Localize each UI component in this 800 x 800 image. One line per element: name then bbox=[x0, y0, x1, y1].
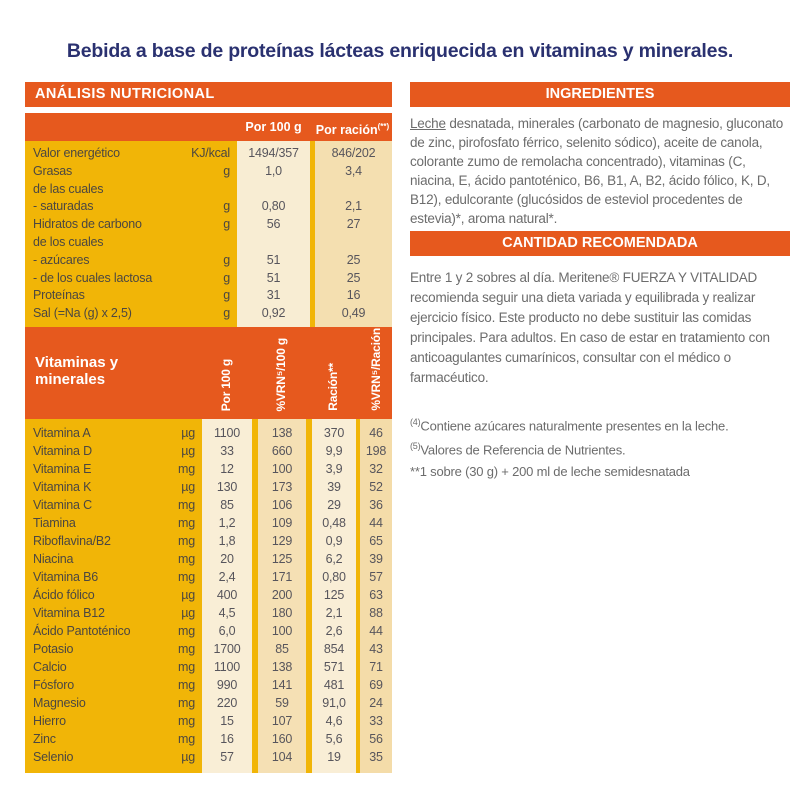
vitamin-row bbox=[25, 532, 392, 550]
nutrient-label: de las cuales bbox=[33, 181, 104, 196]
value-vrn-per-serving: 44 bbox=[369, 515, 383, 530]
value-vrn-per-serving: 32 bbox=[369, 461, 383, 476]
nutrient-unit: g bbox=[223, 288, 230, 303]
vitamin-row bbox=[25, 604, 392, 622]
value-vrn-per-serving: 36 bbox=[369, 497, 383, 512]
value-per-serving: 125 bbox=[323, 587, 345, 602]
vitamin-unit: mg bbox=[178, 497, 195, 512]
value-per-serving: 481 bbox=[323, 677, 345, 692]
value-per-100g: 33 bbox=[220, 443, 234, 458]
vitamin-label: Ácido Pantoténico bbox=[33, 623, 131, 638]
value-vrn-per-serving: 69 bbox=[369, 677, 383, 692]
value-per-serving: 571 bbox=[323, 659, 345, 674]
section-header-analisis-nutricional bbox=[25, 82, 392, 107]
vitamin-unit: mg bbox=[178, 569, 195, 584]
vitamins-minerals-title bbox=[35, 354, 118, 388]
recommended-amount-paragraph: Entre 1 y 2 sobres al día. Meritene® FUERZA Y VITALIDAD recomienda seguir una dieta variada y equilibrada y realizar ejercicio físico. Este producto no debe sustituir las comidas principales. Para adultos. En caso de estar en tratamiento con anticoagulantes cumarínicos, consultar con el médico o farmacéutico. bbox=[410, 270, 770, 385]
vitamin-unit: mg bbox=[178, 659, 195, 674]
vitamin-label: Magnesio bbox=[33, 695, 86, 710]
value-vrn-per-100g: 138 bbox=[271, 659, 293, 674]
nutrition-row bbox=[25, 216, 392, 234]
value-per-serving: 16 bbox=[346, 288, 361, 303]
value-vrn-per-100g: 160 bbox=[271, 731, 293, 746]
col-header-por-100g: Por 100 g bbox=[245, 120, 302, 134]
footnote-serving-text: **1 sobre (30 g) + 200 ml de leche semidesnatada bbox=[410, 463, 690, 479]
value-per-serving: 0,49 bbox=[341, 306, 366, 321]
value-per-100g: 12 bbox=[220, 461, 234, 476]
vitamin-label: Hierro bbox=[33, 713, 66, 728]
value-per-100g: 2,4 bbox=[218, 569, 236, 584]
nutrition-table-body bbox=[25, 141, 392, 327]
vitamin-label: Vitamina K bbox=[33, 479, 92, 494]
vitamin-row bbox=[25, 676, 392, 694]
value-vrn-per-100g: 59 bbox=[275, 695, 289, 710]
value-vrn-per-serving: 65 bbox=[369, 533, 383, 548]
value-per-100g: 0,80 bbox=[261, 199, 286, 214]
vitamin-row bbox=[25, 694, 392, 712]
value-per-serving: 2,6 bbox=[325, 623, 343, 638]
footnote-4-text: Contiene azúcares naturalmente presentes en la leche. bbox=[420, 418, 729, 434]
value-per-100g: 15 bbox=[220, 713, 234, 728]
vitamins-col-header-vrn-racion: %VRN⁵/Ración bbox=[369, 328, 383, 411]
nutrient-unit: g bbox=[223, 217, 230, 232]
value-per-serving: 2,1 bbox=[325, 605, 343, 620]
value-per-serving: 19 bbox=[327, 749, 341, 764]
section-header-analisis-label: ANÁLISIS NUTRICIONAL bbox=[35, 86, 215, 102]
footnotes bbox=[410, 412, 790, 482]
value-vrn-per-serving: 33 bbox=[369, 713, 383, 728]
value-vrn-per-serving: 39 bbox=[369, 551, 383, 566]
col-header-por-racion-label: Por ración bbox=[315, 123, 378, 138]
value-vrn-per-100g: 129 bbox=[271, 533, 293, 548]
vitamin-unit: mg bbox=[178, 713, 195, 728]
nutrition-row bbox=[25, 163, 392, 181]
value-per-serving: 29 bbox=[327, 497, 341, 512]
vitamins-table-body bbox=[25, 419, 392, 773]
value-per-serving: 0,80 bbox=[322, 569, 346, 584]
value-vrn-per-serving: 52 bbox=[369, 479, 383, 494]
vitamin-unit: µg bbox=[181, 425, 195, 440]
nutrition-row bbox=[25, 252, 392, 270]
nutrient-unit: g bbox=[223, 270, 230, 285]
nutrient-unit: g bbox=[223, 163, 230, 178]
nutrient-unit: g bbox=[223, 199, 230, 214]
value-per-100g: 1100 bbox=[213, 425, 241, 440]
value-per-100g: 51 bbox=[266, 270, 281, 285]
vitamin-label: Vitamina A bbox=[33, 425, 91, 440]
value-vrn-per-100g: 109 bbox=[271, 515, 293, 530]
value-vrn-per-serving: 63 bbox=[369, 587, 383, 602]
vitamins-col-header-por-100g: Por 100 g bbox=[219, 358, 233, 411]
value-vrn-per-serving: 71 bbox=[369, 659, 383, 674]
value-vrn-per-100g: 200 bbox=[271, 587, 293, 602]
value-vrn-per-100g: 100 bbox=[271, 461, 293, 476]
value-vrn-per-100g: 85 bbox=[275, 641, 289, 656]
vitamin-label: Fósforo bbox=[33, 677, 74, 692]
value-per-100g: 220 bbox=[216, 695, 238, 710]
vitamin-label: Potasio bbox=[33, 641, 74, 656]
value-vrn-per-serving: 56 bbox=[369, 731, 383, 746]
vitamins-col-header-racion: Ración** bbox=[326, 363, 340, 411]
footnote-5-marker: (5) bbox=[410, 441, 421, 452]
value-vrn-per-100g: 660 bbox=[271, 443, 293, 458]
vitamin-unit: µg bbox=[181, 443, 195, 458]
vitamin-row bbox=[25, 442, 392, 460]
nutrient-label: - de los cuales lactosa bbox=[33, 270, 153, 285]
value-vrn-per-100g: 125 bbox=[271, 551, 293, 566]
vitamins-title-line1: Vitaminas y bbox=[35, 353, 119, 371]
value-per-100g: 20 bbox=[220, 551, 234, 566]
footnote-serving bbox=[410, 461, 790, 482]
ingredients-paragraph bbox=[410, 114, 790, 228]
value-per-100g: 0,92 bbox=[261, 306, 286, 321]
value-per-100g: 85 bbox=[220, 497, 234, 512]
value-per-100g: 1,2 bbox=[218, 515, 236, 530]
vitamin-unit: mg bbox=[178, 551, 195, 566]
value-vrn-per-100g: 171 bbox=[271, 569, 293, 584]
vitamins-minerals-header bbox=[25, 327, 392, 419]
vitamin-label: Ácido fólico bbox=[33, 587, 95, 602]
value-per-100g: 1,8 bbox=[218, 533, 236, 548]
vitamin-row bbox=[25, 640, 392, 658]
value-per-serving: 0,9 bbox=[325, 533, 343, 548]
value-per-100g: 51 bbox=[266, 252, 281, 267]
value-per-100g: 1,0 bbox=[265, 163, 282, 178]
vitamin-row bbox=[25, 622, 392, 640]
nutrient-unit: KJ/kcal bbox=[191, 146, 230, 160]
vitamin-label: Vitamina B6 bbox=[33, 569, 98, 584]
value-per-100g: 1100 bbox=[213, 659, 241, 674]
vitamin-unit: mg bbox=[178, 515, 195, 530]
value-per-serving: 3,9 bbox=[325, 461, 343, 476]
value-per-100g: 56 bbox=[266, 217, 281, 232]
value-per-serving: 39 bbox=[327, 479, 341, 494]
vitamin-row bbox=[25, 568, 392, 586]
value-per-serving: 3,4 bbox=[345, 163, 362, 178]
value-per-serving: 9,9 bbox=[325, 443, 343, 458]
col-header-por-racion-footmark: (**) bbox=[377, 122, 390, 131]
value-per-serving: 25 bbox=[346, 270, 361, 285]
vitamin-unit: mg bbox=[178, 533, 195, 548]
nutrition-row bbox=[25, 234, 392, 252]
nutrition-row bbox=[25, 287, 392, 305]
section-header-cantidad-recomendada bbox=[410, 231, 790, 256]
section-header-ingredientes bbox=[410, 82, 790, 107]
vitamin-label: Vitamina D bbox=[33, 443, 92, 458]
vitamin-label: Tiamina bbox=[33, 515, 76, 530]
value-per-serving: 27 bbox=[346, 217, 361, 232]
value-per-100g: 130 bbox=[216, 479, 238, 494]
value-per-100g: 1494/357 bbox=[248, 146, 299, 160]
value-vrn-per-serving: 46 bbox=[369, 425, 383, 440]
value-per-100g: 1700 bbox=[213, 641, 241, 656]
value-vrn-per-serving: 88 bbox=[369, 605, 383, 620]
vitamin-label: Vitamina E bbox=[33, 461, 92, 476]
value-vrn-per-100g: 141 bbox=[271, 677, 293, 692]
value-vrn-per-serving: 24 bbox=[369, 695, 383, 710]
footnote-5 bbox=[410, 436, 790, 460]
vitamin-unit: mg bbox=[178, 731, 195, 746]
value-per-serving: 370 bbox=[323, 425, 345, 440]
vitamin-row bbox=[25, 496, 392, 514]
vitamin-unit: µg bbox=[181, 605, 195, 620]
vitamin-label: Vitamina B12 bbox=[33, 605, 105, 620]
info-panel bbox=[410, 82, 790, 482]
value-vrn-per-100g: 106 bbox=[271, 497, 293, 512]
value-per-serving: 4,6 bbox=[325, 713, 343, 728]
value-per-serving: 25 bbox=[346, 252, 361, 267]
vitamin-row bbox=[25, 658, 392, 676]
vitamin-label: Zinc bbox=[33, 731, 56, 746]
vitamin-unit: µg bbox=[181, 587, 195, 602]
value-per-100g: 400 bbox=[216, 587, 238, 602]
value-vrn-per-serving: 43 bbox=[369, 641, 383, 656]
nutritional-analysis-panel bbox=[25, 82, 392, 773]
value-per-serving: 91,0 bbox=[322, 695, 346, 710]
vitamin-unit: mg bbox=[178, 641, 195, 656]
page-title: Bebida a base de proteínas lácteas enriquecida en vitaminas y minerales. bbox=[66, 40, 734, 62]
value-per-100g: 4,5 bbox=[218, 605, 236, 620]
value-vrn-per-serving: 57 bbox=[369, 569, 383, 584]
vitamin-row bbox=[25, 748, 392, 766]
nutrient-unit: g bbox=[223, 306, 230, 321]
nutrient-label: de los cuales bbox=[33, 234, 104, 249]
vitamin-label: Selenio bbox=[33, 749, 74, 764]
vitamin-label: Riboflavina/B2 bbox=[33, 533, 111, 548]
vitamin-label: Vitamina C bbox=[33, 497, 92, 512]
value-per-100g: 31 bbox=[266, 288, 281, 303]
nutrient-label: - azúcares bbox=[33, 252, 90, 267]
vitamin-unit: mg bbox=[178, 461, 195, 476]
nutrition-row bbox=[25, 145, 392, 163]
footnote-4-marker: (4) bbox=[410, 417, 421, 427]
value-vrn-per-100g: 100 bbox=[271, 623, 293, 638]
nutrient-label: Sal (=Na (g) x 2,5) bbox=[33, 306, 132, 321]
vitamin-unit: µg bbox=[181, 749, 195, 764]
nutrient-label: Valor energético bbox=[33, 146, 120, 160]
vitamins-title-line2: minerales bbox=[35, 370, 106, 388]
value-per-100g: 990 bbox=[216, 677, 238, 692]
value-per-serving: 2,1 bbox=[345, 199, 362, 214]
nutrient-label: Hidratos de carbono bbox=[33, 217, 142, 232]
vitamin-row bbox=[25, 550, 392, 568]
ingredients-text: desnatada, minerales (carbonato de magnesio, gluconato de zinc, pirofosfato férrico, selenito sódico), aceite de canola, colorante zumo de remolacha concentrado), vitaminas (C, niacina, E, ácido pantoténico, B6, B1, A, B2, ácido fólico, K, D, B12), edulcorante (glucósidos de esteviol procedentes de estevia)*, aroma natural*. bbox=[410, 116, 784, 226]
value-per-serving: 6,2 bbox=[325, 551, 343, 566]
nutrient-label: Proteínas bbox=[33, 288, 85, 303]
nutrition-row bbox=[25, 198, 392, 216]
value-per-100g: 16 bbox=[220, 731, 234, 746]
ingredients-lead-word: Leche bbox=[410, 116, 446, 131]
value-vrn-per-serving: 44 bbox=[369, 623, 383, 638]
vitamin-row bbox=[25, 586, 392, 604]
footnote-5-text: Valores de Referencia de Nutrientes. bbox=[420, 442, 626, 458]
value-per-serving: 846/202 bbox=[331, 146, 376, 160]
vitamin-row bbox=[25, 424, 392, 442]
value-vrn-per-100g: 138 bbox=[271, 425, 293, 440]
nutrient-unit: g bbox=[223, 252, 230, 267]
vitamin-row bbox=[25, 514, 392, 532]
value-vrn-per-100g: 104 bbox=[271, 749, 293, 764]
vitamin-row bbox=[25, 460, 392, 478]
value-vrn-per-100g: 107 bbox=[271, 713, 293, 728]
vitamin-label: Calcio bbox=[33, 659, 67, 674]
vitamin-label: Niacina bbox=[33, 551, 74, 566]
nutrition-row bbox=[25, 270, 392, 288]
nutrient-label: Grasas bbox=[33, 163, 73, 178]
value-vrn-per-serving: 198 bbox=[365, 443, 387, 458]
section-header-ingredientes-label: INGREDIENTES bbox=[545, 86, 655, 102]
vitamin-unit: mg bbox=[178, 677, 195, 692]
value-per-100g: 6,0 bbox=[218, 623, 236, 638]
nutrition-table-column-headers bbox=[25, 113, 392, 141]
nutrition-row bbox=[25, 181, 392, 199]
section-header-cantidad-label: CANTIDAD RECOMENDADA bbox=[502, 235, 698, 251]
value-per-100g: 57 bbox=[220, 749, 234, 764]
vitamin-row bbox=[25, 712, 392, 730]
value-vrn-per-serving: 35 bbox=[369, 749, 383, 764]
vitamins-col-header-vrn-100g: %VRN⁵/100 g bbox=[274, 337, 288, 411]
nutrition-row bbox=[25, 305, 392, 323]
vitamin-row bbox=[25, 478, 392, 496]
vitamin-unit: µg bbox=[181, 479, 195, 494]
value-per-serving: 0,48 bbox=[322, 515, 346, 530]
vitamin-unit: mg bbox=[178, 623, 195, 638]
value-per-serving: 5,6 bbox=[325, 731, 343, 746]
col-header-por-racion bbox=[313, 113, 392, 144]
value-per-serving: 854 bbox=[323, 641, 345, 656]
value-vrn-per-100g: 173 bbox=[271, 479, 293, 494]
vitamin-unit: mg bbox=[178, 695, 195, 710]
vitamin-row bbox=[25, 730, 392, 748]
footnote-4 bbox=[410, 412, 790, 436]
value-vrn-per-100g: 180 bbox=[271, 605, 293, 620]
nutrient-label: - saturadas bbox=[33, 199, 94, 214]
